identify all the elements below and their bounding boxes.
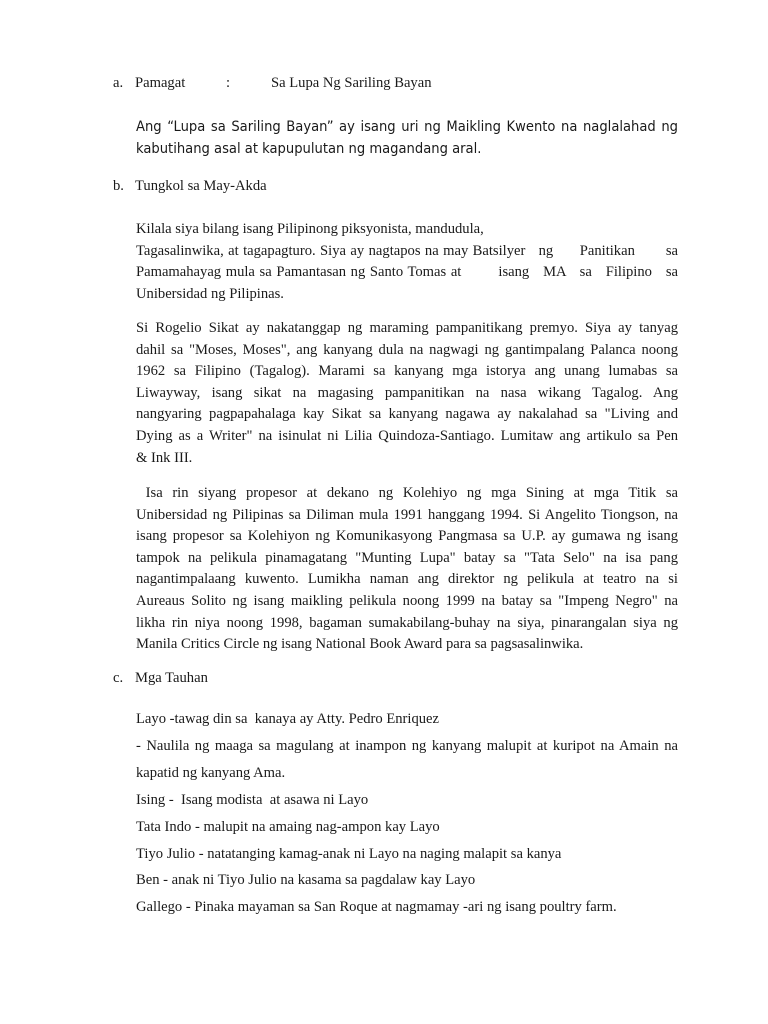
character-item: Ising - Isang modista at asawa ni Layo [136,792,369,808]
section-a-letter: a. [113,75,124,91]
author-paragraph-1 [136,219,678,305]
paragraph-line: Isa rin siyang propesor at dekano ng Kolehiyo ng mga Sining at mga Titik sa [136,485,678,501]
section-c-heading [113,668,208,688]
title-colon: : [226,75,231,91]
character-item: - Naulila ng maaga sa magulang at inampon ng kanyang malupit at kuripot na Amain na [136,738,678,754]
section-a-heading [113,73,432,93]
section-b-heading [113,176,267,196]
summary-line: kabutihang asal at kapupulutan ng magandang aral. [136,139,482,157]
paragraph-line: nagantimpalaang kuwento. Lumikha naman ang direktor ng pelikula at teatro na si [136,571,678,588]
paragraph-line: tampok na pelikula pinamagatang "Munting Lupa" batay sa "Tata Selo" na isa pang [136,549,678,566]
author-paragraph-3 [136,483,678,656]
paragraph-line: Kilala siya bilang isang Pilipinong piksyonista, mandudula, [136,221,484,237]
character-item: Tiyo Julio - natatanging kamag-anak ni Layo na naging malapit sa kanya [136,846,562,862]
character-item: Gallego - Pinaka mayaman sa San Roque at nagmamay -ari ng isang poultry farm. [136,899,617,915]
character-item: Layo -tawag din sa kanaya ay Atty. Pedro Enriquez [136,711,439,727]
paragraph-line: Unibersidad ng Pilipinas sa Diliman mula 1991 hanggang 1994. Si Angelito Tiongson, na [136,506,678,523]
title-label: Pamagat [135,75,186,91]
character-item: Ben - anak ni Tiyo Julio na kasama sa pagdalaw kay Layo [136,872,476,888]
story-title: Sa Lupa Ng Sariling Bayan [271,75,432,91]
paragraph-line: Pamamahayag mula sa Pamantasan ng Santo Tomas at isang MA sa Filipino sa [136,264,678,281]
summary-line: Ang “Lupa sa Sariling Bayan” ay isang uri ng Maikling Kwento na naglalahad ng [136,118,678,135]
character-item: Tata Indo - malupit na amaing nag-ampon kay Layo [136,819,440,835]
paragraph-line: Aureaus Solito ng isang maikling pelikula noong 1999 na batay sa "Impeng Negro" na [136,592,678,609]
paragraph-line: & Ink III. [136,449,193,466]
character-item: kapatid ng kanyang Ama. [136,765,286,781]
author-paragraph-2 [136,318,678,469]
section-b-letter: b. [113,178,124,194]
paragraph-line: Liwayway, isang sikat na magasing pampanitikan na nasa wikang Tagalog. Ang [136,384,678,401]
paragraph-line: Manila Critics Circle ng isang National Book Award para sa pagsasalinwika. [136,636,584,653]
paragraph-line: 1962 sa Filipino (Tagalog). Marami sa kanyang mga istorya ang unang lumabas sa [136,363,678,380]
paragraph-line: Si Rogelio Sikat ay nakatanggap ng maraming pampanitikang premyo. Siya ay tanyag [136,320,678,336]
section-c-letter: c. [113,670,124,686]
paragraph-line: Dying as a Writer" na isinulat ni Lilia Quindoza-Santiago. Lumitaw ang artikulo sa Pen [136,427,678,444]
paragraph-line: Unibersidad ng Pilipinas. [136,285,284,302]
paragraph-line: nangyaring pagpapahalaga kay Sikat sa kanyang nagawa ay nakalahad sa "Living and [136,406,678,423]
story-summary [136,116,678,159]
paragraph-line: Tagasalinwika, at tagapagturo. Siya ay nagtapos na may Batsilyer ng Panitikan sa [136,242,678,259]
paragraph-line: isang propesor sa Kolehiyon ng Komunikasyong Pangmasa sa U.P. ay gumawa ng isang [136,528,678,545]
section-c-title: Mga Tauhan [135,670,208,686]
paragraph-line: likha rin niya noong 1998, bagaman sumakabilang-buhay na siya, pinarangalan siya ng [136,614,678,631]
section-b-title: Tungkol sa May-Akda [135,178,267,194]
paragraph-line: dahil sa "Moses, Moses", ang kanyang dula na nagwagi ng gantimpalang Palanca noong [136,341,678,358]
